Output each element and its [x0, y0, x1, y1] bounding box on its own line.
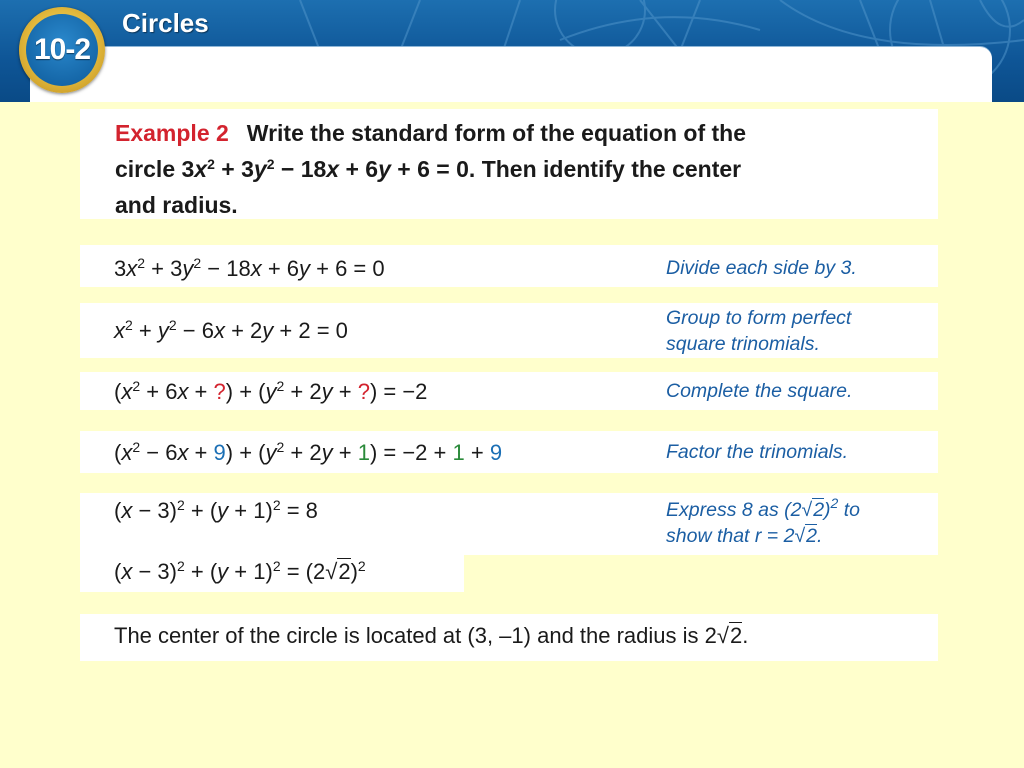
conclusion-box [80, 614, 938, 661]
step-row [80, 555, 464, 592]
step-note: Complete the square. [666, 380, 853, 402]
step-equation: $3x^2 + 3y^2 - 18x + 6y + 6 = 0$ [114, 255, 385, 281]
step-note: Factor the trinomials. [666, 441, 849, 463]
slide-title: Circles [122, 8, 209, 38]
example-prompt [80, 109, 938, 219]
step-note: Express 8 as $(2√2)^2$ to show that r = 2√2. [666, 495, 861, 547]
step-equation: $(x - 3)^2 + (y + 1)^2 = (2√2)^2$ [114, 558, 366, 584]
step-note: Divide each side by 3. [666, 257, 857, 279]
example-text: Write the standard form of the equation of the circle $3x^2 + 3y^2 - 18x + 6y + 6 = 0$. Then identify the center and radius. [115, 120, 746, 218]
step-note: Group to form perfect square trinomials. [666, 307, 852, 355]
step-row [80, 431, 938, 473]
conclusion-text: The center of the circle is located at (3, –1) and the radius is 2√2. [114, 623, 749, 648]
step-equation: $(x - 3)^2 + (y + 1)^2 = 8$ [114, 497, 318, 523]
example-label: Example 2 [115, 120, 229, 146]
slide-header [0, 0, 1024, 102]
lesson-badge [19, 7, 105, 93]
header-panel [30, 47, 992, 102]
step-row [80, 493, 938, 555]
step-row [80, 372, 938, 410]
step-row [80, 303, 938, 358]
step-equation: ($x^2 + 6x$ + ?) + ($y^2 + 2y$ + ?) = −2 [114, 378, 428, 404]
step-equation: $x^2 + y^2 - 6x + 2y + 2 = 0$ [114, 317, 348, 343]
step-row [80, 245, 938, 287]
lesson-number: 10-2 [26, 14, 98, 86]
step-equation: $(x^2 - 6x + 9) + (y^2 + 2y + 1) = -2 + 1 + 9$ [114, 439, 503, 465]
